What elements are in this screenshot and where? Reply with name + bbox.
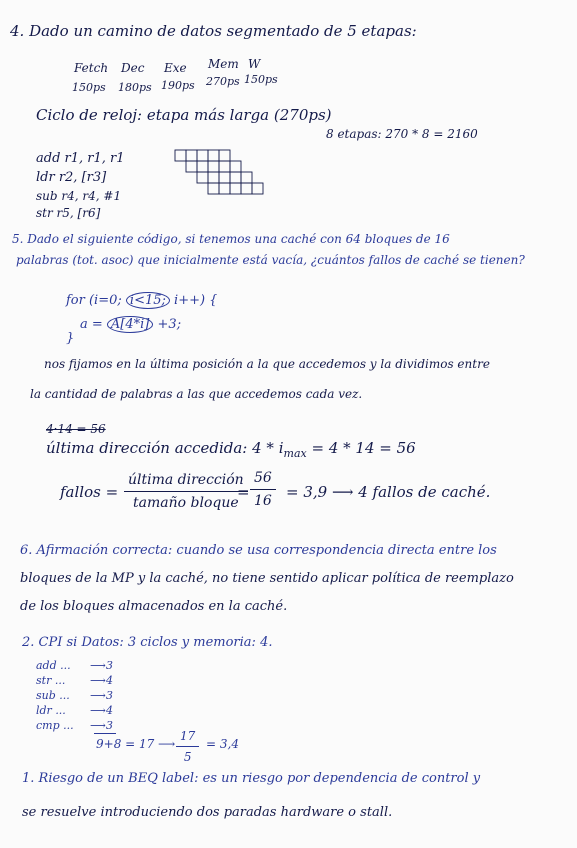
pipeline-cell <box>186 161 197 172</box>
stage-name-w: W <box>248 57 261 71</box>
cpi-fraction-numerator: 17 <box>176 729 199 747</box>
stage-name-exe: Exe <box>164 61 187 75</box>
stage-name-mem: Mem <box>208 57 239 71</box>
total-time: 8 etapas: 270 * 8 = 2160 <box>326 127 478 141</box>
code-line: ldr r2, [r3] <box>36 170 107 185</box>
last-address-expr: 4 * i <box>252 439 284 457</box>
equals-sign: = <box>237 483 250 501</box>
fraction-denominator: tamaño bloque <box>133 495 239 511</box>
cycle-text: Ciclo de reloj: etapa más larga (270ps) <box>36 106 332 124</box>
pipeline-cell <box>241 172 252 183</box>
q5-code-body <box>80 318 181 331</box>
q6-line-2: bloques de la MP y la caché, no tiene sentido aplicar política de reemplazo <box>20 571 514 586</box>
cpi-row-value: 3 <box>106 689 113 702</box>
pipeline-diagram <box>173 148 288 208</box>
cpi-row-arrow: ⟶ <box>90 689 106 702</box>
fraction-values <box>250 470 276 509</box>
stage-name-dec: Dec <box>121 61 145 75</box>
cpi-fraction-denominator: 5 <box>183 750 192 764</box>
pipeline-cell <box>252 183 263 194</box>
pipeline-cell <box>208 161 219 172</box>
q6-line-3: de los bloques almacenados en la caché. <box>20 599 288 614</box>
fraction-value-numerator: 56 <box>250 470 276 490</box>
pipeline-cell <box>197 161 208 172</box>
cpi-arrow: ⟶ <box>158 737 176 751</box>
q1-line-1: 1. Riesgo de un BEQ label: es un riesgo por dependencia de control y <box>22 771 481 786</box>
q5-explain-line-2: la cantidad de palabras a las que accedemos cada vez. <box>30 387 363 401</box>
code-body-suffix: +3; <box>157 317 182 332</box>
fraction-formula <box>124 472 248 511</box>
fallos-label: fallos = <box>60 483 119 501</box>
pipeline-cell <box>230 183 241 194</box>
code-line: add r1, r1, r1 <box>36 151 125 166</box>
circled-condition: i<15; <box>126 292 170 309</box>
cpi-row-arrow: ⟶ <box>90 674 106 687</box>
pipeline-cell <box>186 150 197 161</box>
cpi-row-instr: str ... <box>36 674 66 687</box>
stage-time-w: 150ps <box>244 73 278 86</box>
stage-time-dec: 180ps <box>118 81 152 94</box>
pipeline-cell <box>197 150 208 161</box>
last-address-result: = 4 * 14 = 56 <box>311 439 416 457</box>
code-for-suffix: i++) { <box>174 293 218 308</box>
cpi-row-instr: sub ... <box>36 689 70 702</box>
cpi-row-value: 3 <box>106 659 113 672</box>
q5-explain-line-1: nos fijamos en la última posición a la que accedemos y la dividimos entre <box>44 357 490 371</box>
q5-code-for <box>66 294 217 307</box>
cpi-row-value: 4 <box>106 674 113 687</box>
code-line: str r5, [r6] <box>36 206 101 220</box>
pipeline-cell <box>241 183 252 194</box>
max-subscript: max <box>283 447 307 460</box>
cpi-row-arrow: ⟶ <box>90 704 106 717</box>
pipeline-cell <box>230 172 241 183</box>
cpi-row-instr: cmp ... <box>36 719 74 732</box>
cpi-row-instr: add ... <box>36 659 71 672</box>
q5-title-line-2: palabras (tot. asoc) que inicialmente está vacía, ¿cuántos fallos de caché se tienen? <box>16 253 525 267</box>
q6-line-1: 6. Afirmación correcta: cuando se usa correspondencia directa entre los <box>20 543 497 558</box>
stage-time-fetch: 150ps <box>72 81 106 94</box>
last-address <box>46 441 416 459</box>
cpi-fraction <box>176 729 199 764</box>
struck-calculation: 4·14 = 56 <box>46 422 106 436</box>
sum-underline <box>94 733 116 734</box>
cpi-sum: 9+8 = 17 <box>96 737 155 751</box>
pipeline-cell <box>175 150 186 161</box>
pipeline-cell <box>219 150 230 161</box>
cpi-result: = 3,4 <box>206 737 239 751</box>
code-for-prefix: for (i=0; <box>66 293 122 308</box>
stage-time-mem: 270ps <box>206 75 240 88</box>
cpi-row-arrow: ⟶ <box>90 719 106 732</box>
pipeline-cell <box>219 183 230 194</box>
pipeline-cell <box>219 172 230 183</box>
q2-title: 2. CPI si Datos: 3 ciclos y memoria: 4. <box>22 635 273 650</box>
code-body-prefix: a = <box>80 317 103 332</box>
cpi-row-instr: ldr ... <box>36 704 66 717</box>
pipeline-cell <box>230 161 241 172</box>
pipeline-cell <box>219 161 230 172</box>
fraction-value-denominator: 16 <box>254 493 272 509</box>
cpi-row-arrow: ⟶ <box>90 659 106 672</box>
pipeline-cell <box>208 150 219 161</box>
last-address-label: última dirección accedida: <box>46 439 248 457</box>
stage-name-fetch: Fetch <box>74 61 109 75</box>
pipeline-cell <box>208 172 219 183</box>
fallos-result: = 3,9 ⟶ 4 fallos de caché. <box>286 483 491 501</box>
q5-code-close: } <box>66 331 75 346</box>
fraction-numerator: última dirección <box>124 472 248 492</box>
q4-title: 4. Dado un camino de datos segmentado de 5 etapas: <box>10 22 417 40</box>
stage-time-exe: 190ps <box>161 79 195 92</box>
q1-line-2: se resuelve introduciendo dos paradas hardware o stall. <box>22 805 393 820</box>
cpi-row-value: 3 <box>106 719 113 732</box>
circled-access: A[4*i] <box>107 316 153 333</box>
code-line: sub r4, r4, #1 <box>36 189 122 203</box>
pipeline-cell <box>197 172 208 183</box>
pipeline-cell <box>208 183 219 194</box>
cpi-row-value: 4 <box>106 704 113 717</box>
q5-title-line-1: 5. Dado el siguiente código, si tenemos una caché con 64 bloques de 16 <box>12 232 450 246</box>
